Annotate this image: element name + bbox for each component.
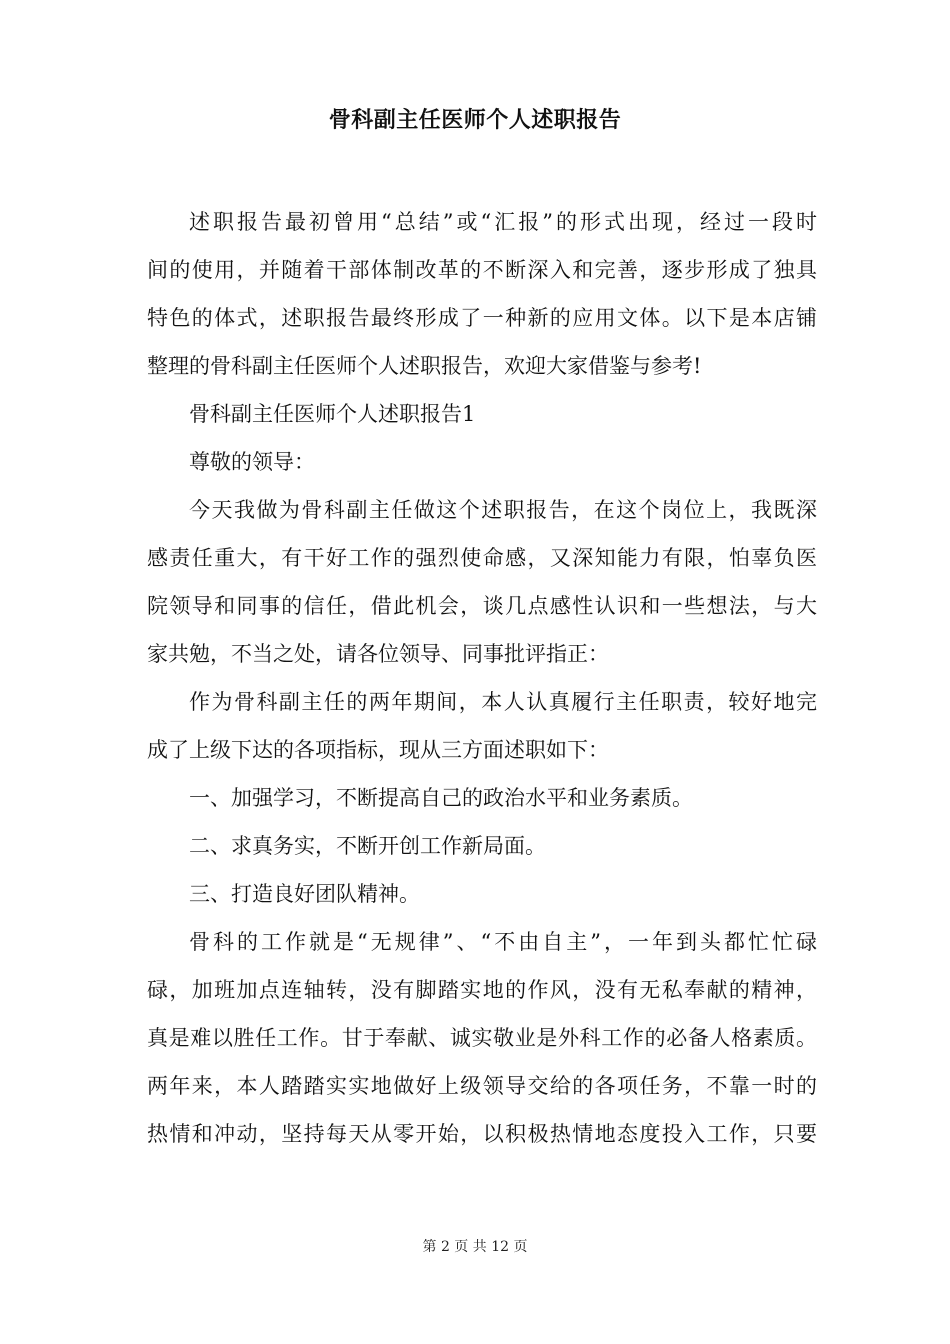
document-body — [147, 198, 817, 1158]
page-title: 骨科副主任医师个人述职报告 — [328, 107, 622, 133]
paragraph-line: 作为骨科副主任的两年期间，本人认真履行主任职责，较好地完 — [189, 690, 817, 714]
paragraph-line: 真是难以胜任工作。甘于奉献、诚实敬业是外科工作的必备人格素质。 — [147, 1026, 817, 1050]
list-item: 三、打造良好团队精神。 — [189, 882, 420, 906]
paragraph-line: 整理的骨科副主任医师个人述职报告，欢迎大家借鉴与参考! — [147, 354, 702, 378]
page-number-footer: 第 2 页 共 12 页 — [422, 1239, 528, 1255]
salutation: 尊敬的领导： — [189, 450, 315, 474]
paragraph-line: 特色的体式，述职报告最终形成了一种新的应用文体。以下是本店铺 — [147, 306, 817, 330]
section-heading: 骨科副主任医师个人述职报告1 — [189, 402, 476, 426]
paragraph-line: 骨科的工作就是“无规律”、“不由自主”，一年到头都忙忙碌 — [189, 930, 817, 954]
paragraph-line: 今天我做为骨科副主任做这个述职报告，在这个岗位上，我既深 — [189, 498, 817, 522]
paragraph-line: 间的使用，并随着干部体制改革的不断深入和完善，逐步形成了独具 — [147, 258, 817, 282]
paragraph-line: 感责任重大，有干好工作的强烈使命感，又深知能力有限，怕辜负医 — [147, 546, 817, 570]
paragraph-line: 家共勉，不当之处，请各位领导、同事批评指正： — [147, 642, 609, 666]
paragraph-line: 碌，加班加点连轴转，没有脚踏实地的作风，没有无私奉献的精神， — [147, 978, 817, 1002]
list-item: 一、加强学习，不断提高自己的政治水平和业务素质。 — [189, 786, 693, 810]
paragraph-line: 热情和冲动，坚持每天从零开始，以积极热情地态度投入工作，只要 — [147, 1122, 817, 1146]
paragraph-line: 院领导和同事的信任，借此机会，谈几点感性认识和一些想法，与大 — [147, 594, 817, 618]
paragraph-line: 成了上级下达的各项指标，现从三方面述职如下： — [147, 738, 609, 762]
list-item: 二、求真务实，不断开创工作新局面。 — [189, 834, 546, 858]
paragraph-line: 述职报告最初曾用“总结”或“汇报”的形式出现，经过一段时 — [189, 210, 817, 234]
paragraph-line: 两年来，本人踏踏实实地做好上级领导交给的各项任务，不靠一时的 — [147, 1074, 817, 1098]
